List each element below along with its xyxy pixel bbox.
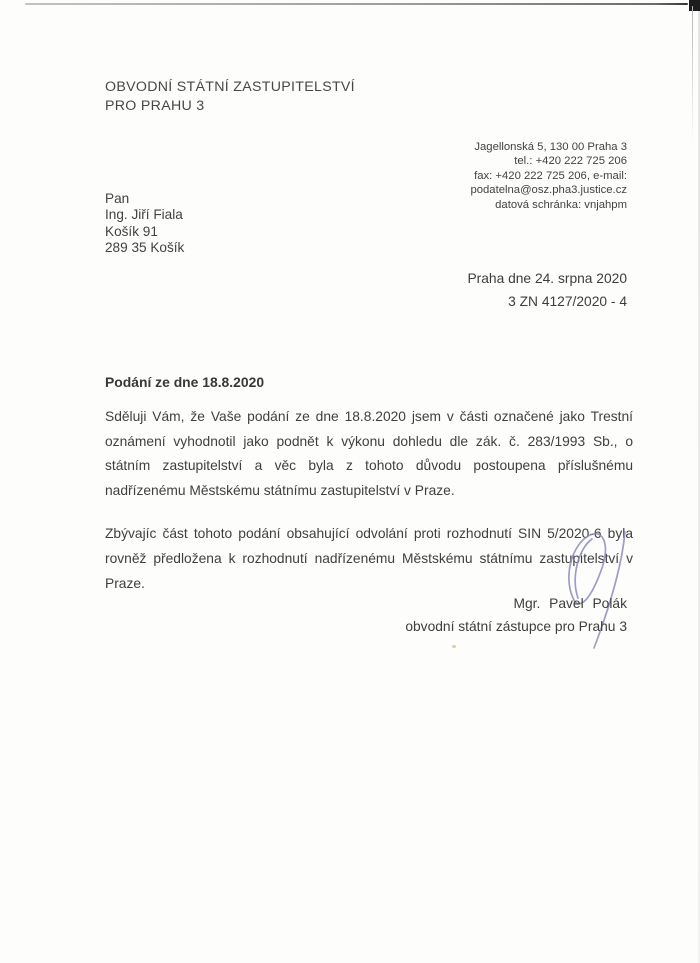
recipient-city: 289 35 Košík	[105, 240, 185, 256]
scan-artifact-corner-block	[689, 0, 700, 11]
sender-name-line1: OBVODNÍ STÁTNÍ ZASTUPITELSTVÍ	[105, 79, 355, 95]
date-line: Praha dne 24. srpna 2020	[467, 271, 627, 286]
date-reference-block	[467, 268, 627, 313]
subject-line: Podání ze dne 18.8.2020	[105, 374, 265, 390]
body-paragraph-1: Sděluji Vám, že Vaše podání ze dne 18.8.2020 jsem v části označené jako Trestní oznámení vyhodnotil jako podnět k výkonu dohledu dle zák. č. 283/1993 Sb., o státním zastupitelství a věc byla z tohoto důvodu postoupena příslušnému nadřízenému Městskému státnímu zastupitelství v Praze.	[105, 409, 633, 498]
sender-email: podatelna@osz.pha3.justice.cz	[470, 184, 627, 197]
signatory-name: Mgr. Pavel Polák	[513, 596, 627, 611]
sender-phone: tel.: +420 222 725 206	[514, 155, 627, 168]
reference-number: 3 ZN 4127/2020 - 4	[508, 293, 627, 309]
recipient-street: Košík 91	[105, 223, 158, 239]
signatory-title: obvodní státní zástupce pro Prahu 3	[405, 619, 627, 634]
recipient-address-block	[105, 191, 184, 257]
signature-block	[405, 592, 627, 638]
sender-address: Jagellonská 5, 130 00 Praha 3	[474, 141, 627, 153]
ink-speck-artifact	[452, 645, 456, 648]
sender-name-line2: PRO PRAHU 3	[105, 97, 205, 114]
recipient-salutation: Pan	[105, 191, 130, 206]
recipient-name: Ing. Jiří Fiala	[105, 207, 183, 223]
letter-body	[105, 405, 633, 615]
sender-contact-block	[470, 140, 627, 212]
sender-fax: fax: +420 222 725 206, e-mail:	[474, 169, 627, 182]
scan-artifact-top-edge	[25, 3, 688, 5]
sender-databox: datová schránka: vnjahpm	[495, 198, 627, 211]
sender-letterhead	[105, 78, 355, 115]
body-paragraph-2: Zbývajíc část tohoto podání obsahující odvolání proti rozhodnutí SIN 5/2020-6 byla rovněž předložena k rozhodnutí nadřízenému Městskému státnímu zastupitelství v Praze.	[105, 526, 633, 591]
scan-artifact-right-smudge	[692, 6, 693, 146]
